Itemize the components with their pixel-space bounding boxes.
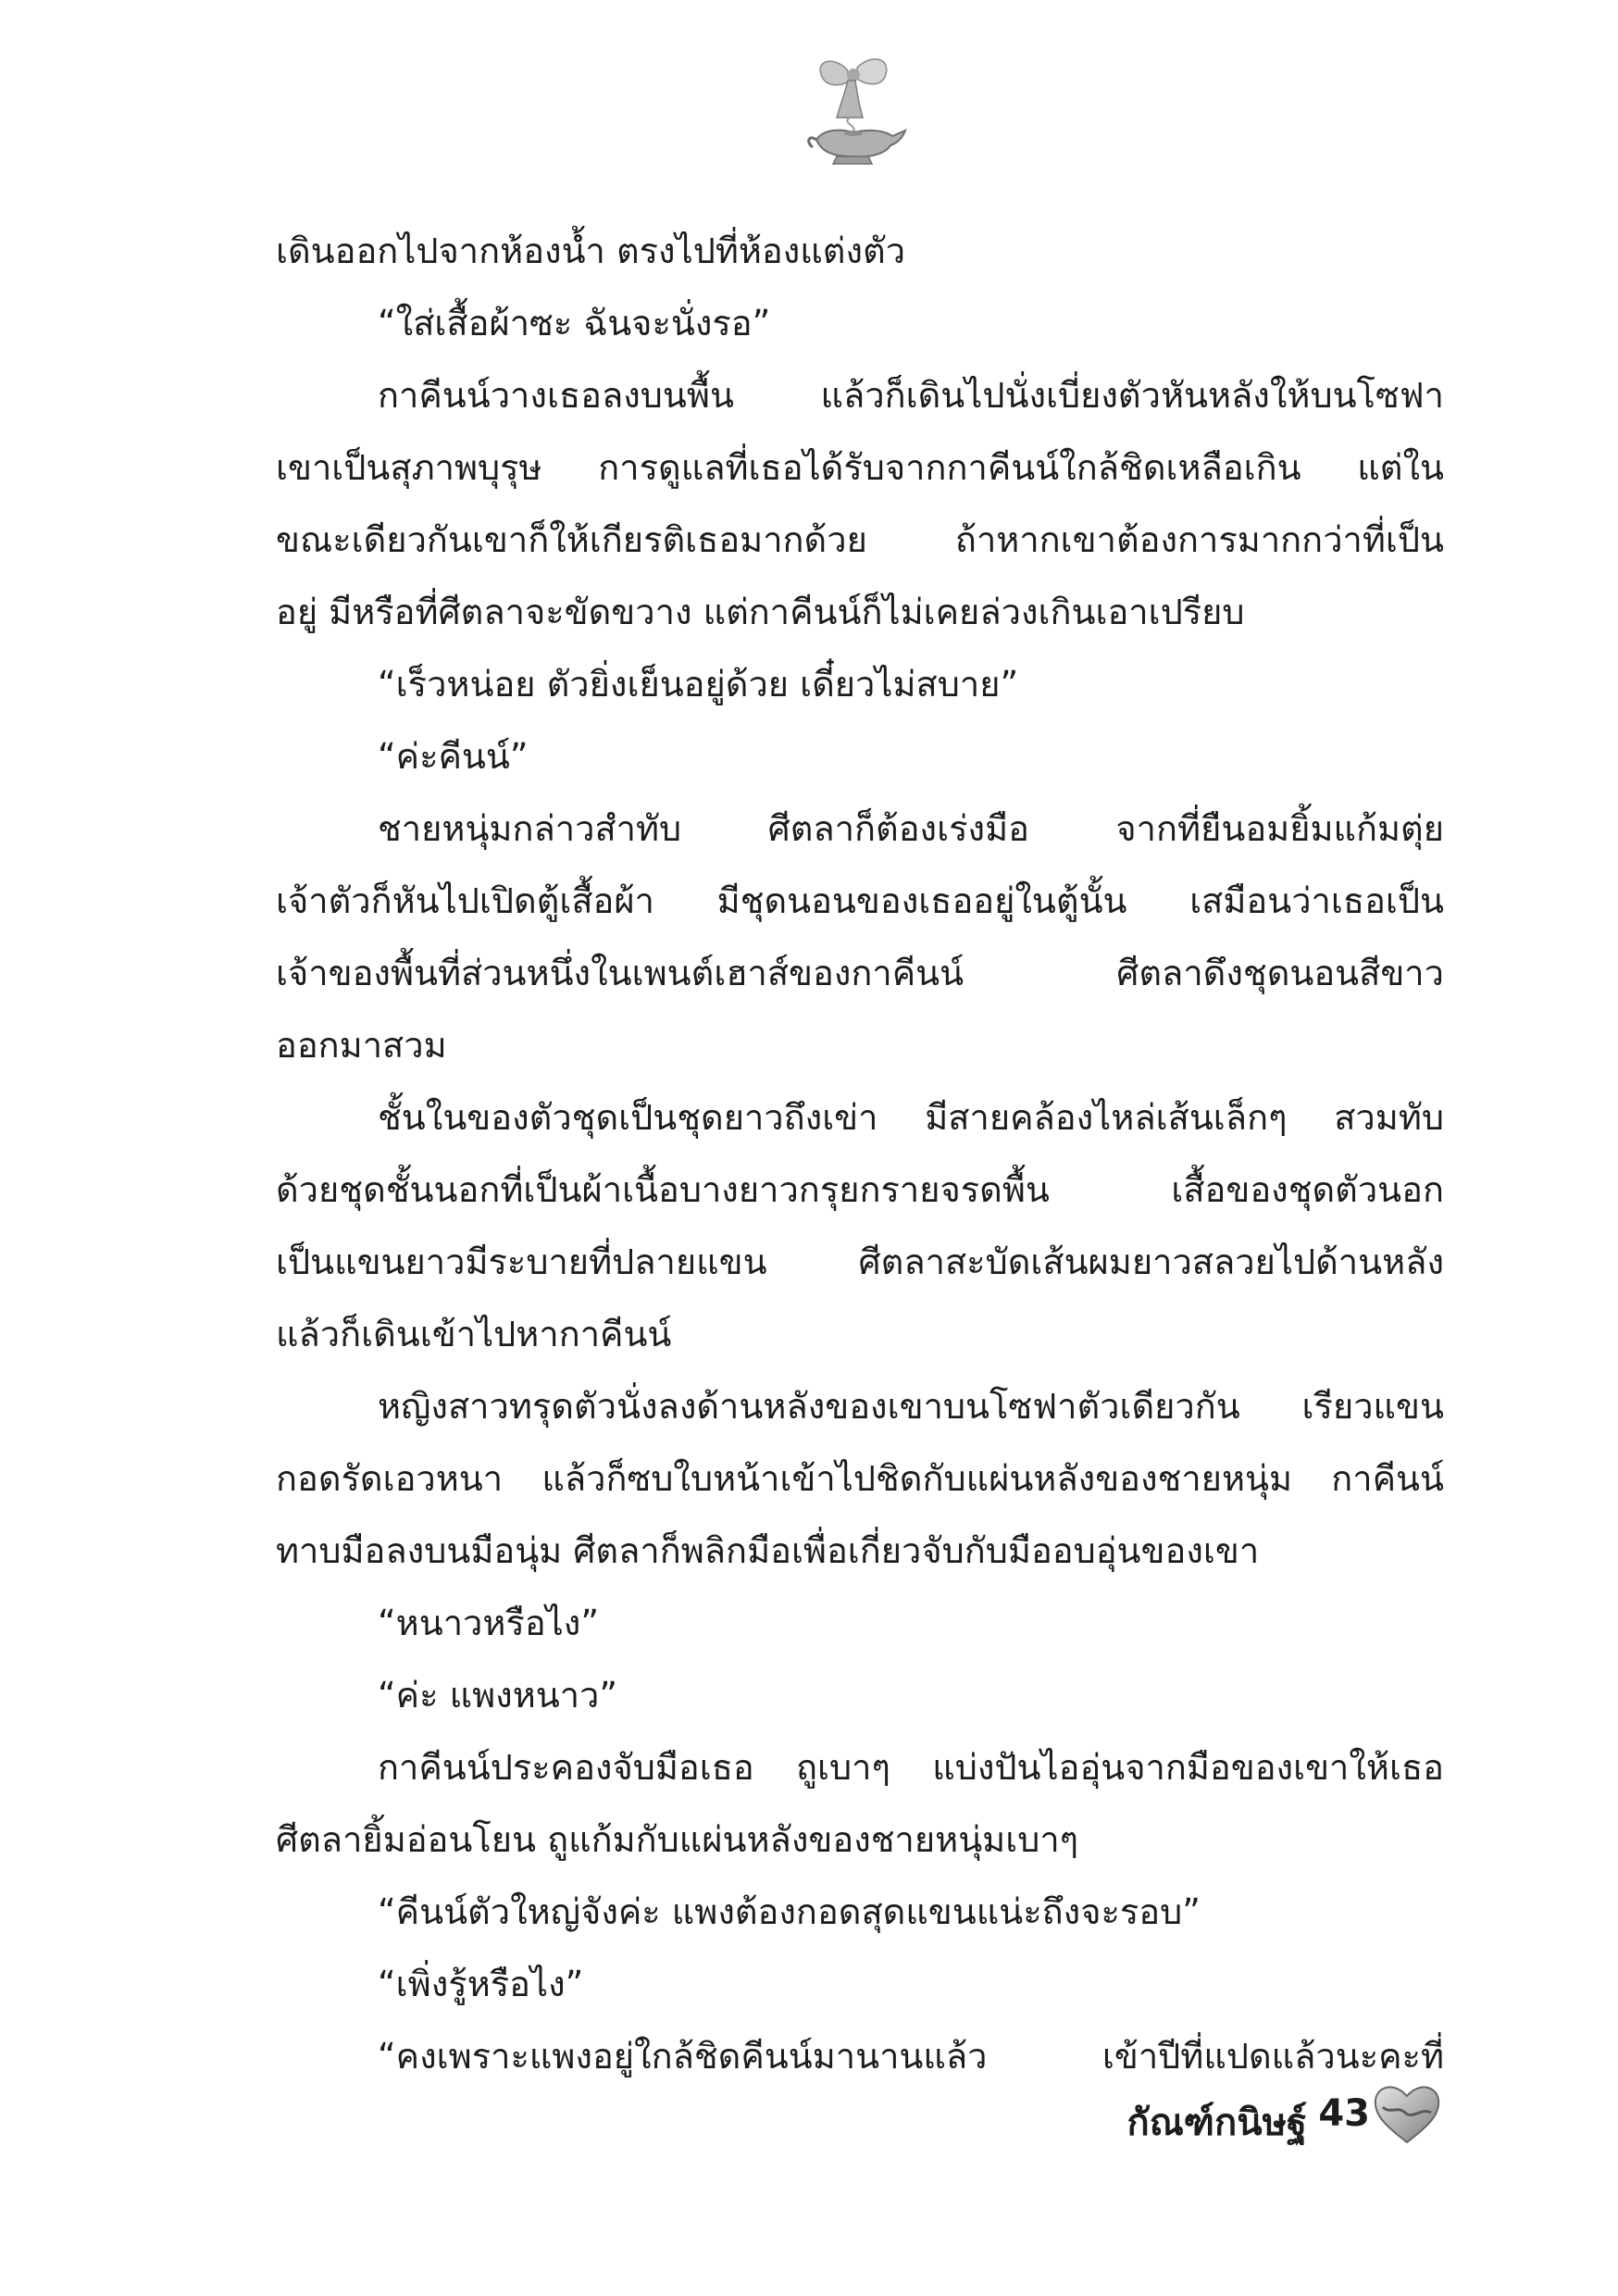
- heart-icon: [1370, 2079, 1444, 2146]
- body-text: [276, 215, 1444, 2092]
- text-line: “ค่ะคีนน์”: [378, 736, 529, 777]
- text-line: เจ้าของพื้นที่ส่วนหนึ่งในเพนต์เฮาส์ของกาคีนน์ ศีตลาดึงชุดนอนสีขาว: [276, 953, 1444, 993]
- text-line: “เพิ่งรู้หรือไง”: [378, 1964, 584, 2004]
- text-line: กาคีนน์ประคองจับมือเธอ ถูเบาๆ แบ่งปันไออุ่นจากมือของเขาให้เธอ: [378, 1747, 1444, 1788]
- text-line: ขณะเดียวกันเขาก็ให้เกียรติเธอมากด้วย ถ้าหากเขาต้องการมากกว่าที่เป็น: [276, 519, 1444, 560]
- text-line: ด้วยชุดชั้นนอกที่เป็นผ้าเนื้อบางยาวกรุยกรายจรดพื้น เสื้อของชุดตัวนอก: [276, 1169, 1444, 1210]
- text-line: อยู่ มีหรือที่ศีตลาจะขัดขวาง แต่กาคีนน์ก็ไม่เคยล่วงเกินเอาเปรียบ: [276, 592, 1245, 632]
- page-number: 43: [1318, 2092, 1370, 2135]
- text-line: “เร็วหน่อย ตัวยิ่งเย็นอยู่ด้วย เดี๋ยวไม่สบาย”: [378, 664, 1019, 705]
- text-line: “คีนน์ตัวใหญ่จังค่ะ แพงต้องกอดสุดแขนแน่ะถึงจะรอบ”: [378, 1891, 1201, 1932]
- text-line: ออกมาสวม: [276, 1025, 447, 1066]
- text-line: แล้วก็เดินเข้าไปหากาคีนน์: [276, 1314, 672, 1354]
- fairy-lamp-icon: [796, 51, 916, 171]
- text-line: ชั้นในของตัวชุดเป็นชุดยาวถึงเข่า มีสายคล้องไหล่เส้นเล็กๆ สวมทับ: [378, 1097, 1444, 1138]
- text-line: เจ้าตัวก็หันไปเปิดตู้เสื้อผ้า มีชุดนอนของเธออยู่ในตู้นั้น เสมือนว่าเธอเป็น: [276, 880, 1444, 921]
- text-line: “ค่ะ แพงหนาว”: [378, 1675, 618, 1716]
- text-line: กาคีนน์วางเธอลงบนพื้น แล้วก็เดินไปนั่งเบี่ยงตัวหันหลังให้บนโซฟา: [378, 375, 1444, 416]
- text-line: เดินออกไปจากห้องน้ำ ตรงไปที่ห้องแต่งตัว: [276, 231, 906, 271]
- text-line: “หนาวหรือไง”: [378, 1603, 600, 1643]
- text-line: ศีตลายิ้มอ่อนโยน ถูแก้มกับแผ่นหลังของชายหนุ่มเบาๆ: [276, 1819, 1079, 1860]
- text-line: เป็นแขนยาวมีระบายที่ปลายแขน ศีตลาสะบัดเส้นผมยาวสลวยไปด้านหลัง: [276, 1242, 1444, 1282]
- text-line: กอดรัดเอวหนา แล้วก็ซบใบหน้าเข้าไปชิดกับแผ่นหลังของชายหนุ่ม กาคีนน์: [276, 1458, 1444, 1499]
- text-line: หญิงสาวทรุดตัวนั่งลงด้านหลังของเขาบนโซฟาตัวเดียวกัน เรียวแขน: [378, 1386, 1444, 1427]
- text-line: ทาบมือลงบนมือนุ่ม ศีตลาก็พลิกมือเพื่อเกี่ยวจับกับมืออบอุ่นของเขา: [276, 1530, 1260, 1571]
- page-footer: [1046, 2083, 1416, 2157]
- text-line: เขาเป็นสุภาพบุรุษ การดูแลที่เธอได้รับจากกาคีนน์ใกล้ชิดเหลือเกิน แต่ใน: [276, 447, 1444, 488]
- text-line: ชายหนุ่มกล่าวสำทับ ศีตลาก็ต้องเร่งมือ จากที่ยืนอมยิ้มแก้มตุ่ย: [378, 808, 1444, 849]
- text-line: “ใส่เสื้อผ้าซะ ฉันจะนั่งรอ”: [378, 303, 771, 343]
- text-line: “คงเพราะแพงอยู่ใกล้ชิดคีนน์มานานแล้ว เข้าปีที่แปดแล้วนะคะที่: [378, 2036, 1444, 2077]
- book-title: กัณฑ์กนิษฐ์: [1126, 2102, 1307, 2144]
